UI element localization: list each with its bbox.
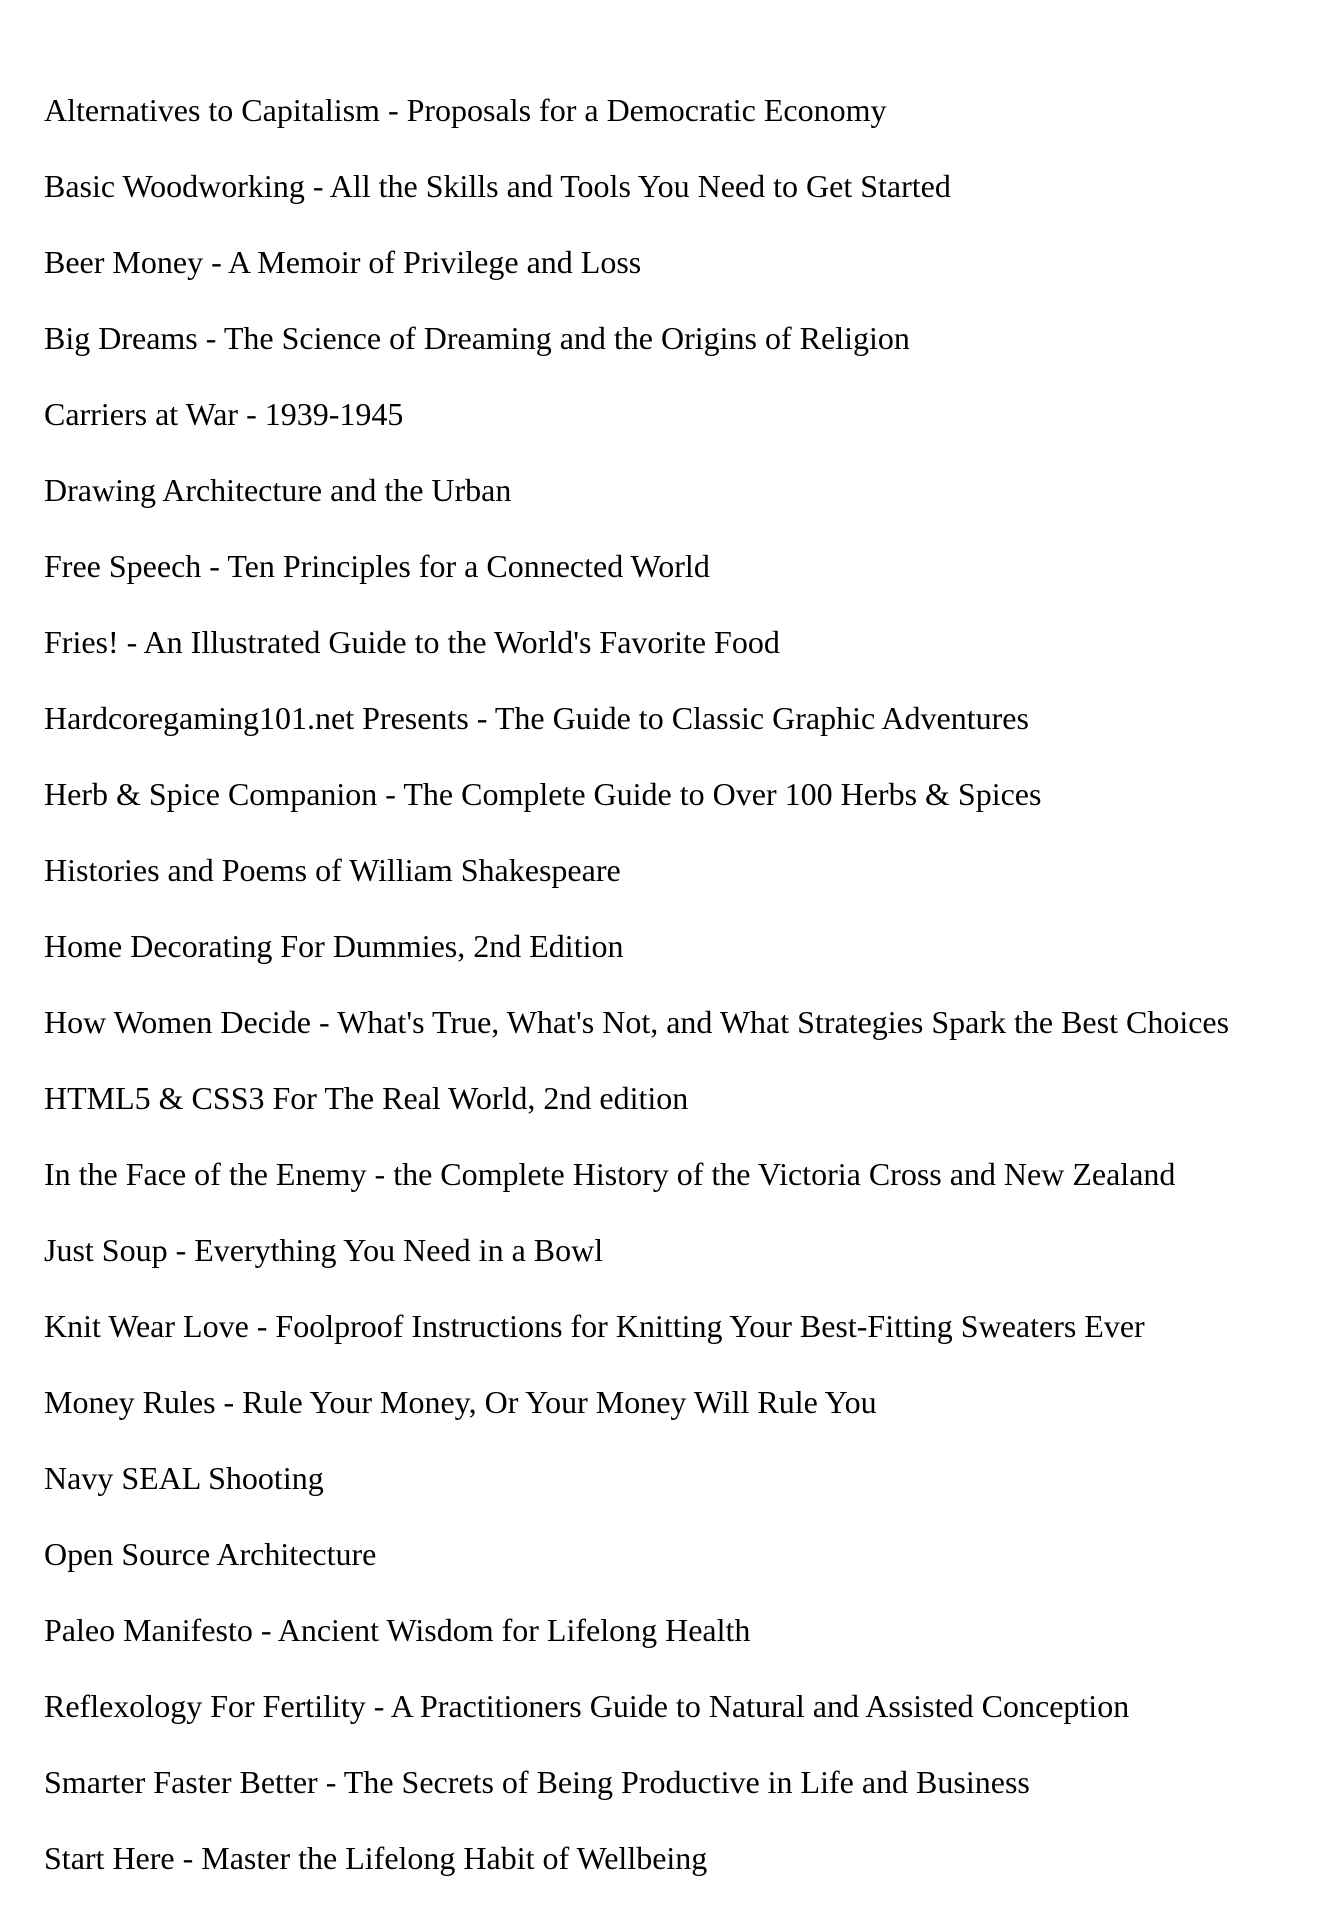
book-title: Big Dreams - The Science of Dreaming and the Origins of Religion — [44, 320, 910, 356]
book-title: Just Soup - Everything You Need in a Bowl — [44, 1232, 604, 1268]
book-title: Histories and Poems of William Shakespeare — [44, 852, 621, 888]
book-title: Fries! - An Illustrated Guide to the World's Favorite Food — [44, 624, 780, 660]
book-title-list — [44, 88, 1324, 1912]
book-title: Beer Money - A Memoir of Privilege and Loss — [44, 244, 642, 280]
book-title: Home Decorating For Dummies, 2nd Edition — [44, 928, 624, 964]
book-title: Basic Woodworking - All the Skills and Tools You Need to Get Started — [44, 168, 951, 204]
book-title: How Women Decide - What's True, What's Not, and What Strategies Spark the Best Choices — [44, 1004, 1230, 1040]
book-title: Alternatives to Capitalism - Proposals for a Democratic Economy — [44, 92, 887, 128]
book-title: Reflexology For Fertility - A Practitioners Guide to Natural and Assisted Conception — [44, 1688, 1130, 1724]
book-title: HTML5 & CSS3 For The Real World, 2nd edition — [44, 1080, 689, 1116]
book-title: Carriers at War - 1939-1945 — [44, 396, 404, 432]
book-title: Paleo Manifesto - Ancient Wisdom for Lifelong Health — [44, 1612, 751, 1648]
book-title: Herb & Spice Companion - The Complete Guide to Over 100 Herbs & Spices — [44, 776, 1042, 812]
book-title: Open Source Architecture — [44, 1536, 377, 1572]
book-title: Hardcoregaming101.net Presents - The Guide to Classic Graphic Adventures — [44, 700, 1029, 736]
book-title: Smarter Faster Better - The Secrets of Being Productive in Life and Business — [44, 1764, 1030, 1800]
book-title: Navy SEAL Shooting — [44, 1460, 324, 1496]
book-title: In the Face of the Enemy - the Complete History of the Victoria Cross and New Zealand — [44, 1156, 1176, 1192]
book-title: Free Speech - Ten Principles for a Connected World — [44, 548, 710, 584]
book-title: Money Rules - Rule Your Money, Or Your Money Will Rule You — [44, 1384, 877, 1420]
book-title: Drawing Architecture and the Urban — [44, 472, 512, 508]
book-title: Start Here - Master the Lifelong Habit of Wellbeing — [44, 1840, 708, 1876]
book-title: Knit Wear Love - Foolproof Instructions for Knitting Your Best-Fitting Sweaters Ever — [44, 1308, 1145, 1344]
